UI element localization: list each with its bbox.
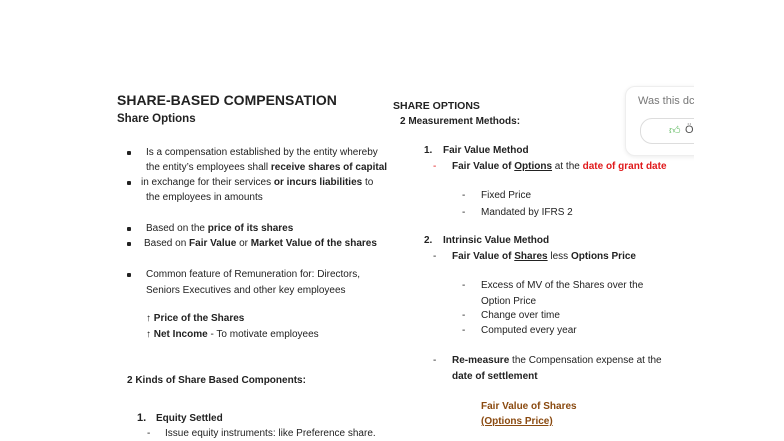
section-subtitle: 2 Measurement Methods: xyxy=(400,116,521,127)
formula-numerator: Fair Value of Shares xyxy=(481,401,577,412)
doc-title: SHARE-BASED COMPENSATION xyxy=(117,92,337,108)
section-title: SHARE OPTIONS xyxy=(393,100,480,112)
doc-subtitle: Share Options xyxy=(117,113,196,125)
text-line: the entity’s employees shall receive shares of capital xyxy=(146,162,388,173)
text-line: Based on the price of its shares xyxy=(146,223,294,234)
list-heading: Equity Settled xyxy=(156,413,223,424)
list-heading: Fair Value Method xyxy=(443,145,529,156)
dash: - xyxy=(462,310,466,321)
bullet xyxy=(127,242,131,246)
dash: - xyxy=(147,428,151,439)
dash: - xyxy=(462,207,466,218)
text-line: Based on Fair Value or Market Value of the shares xyxy=(144,238,377,249)
dash: - xyxy=(433,161,437,172)
dash: - xyxy=(462,325,466,336)
list-number: 1. xyxy=(424,145,433,156)
text-line: in exchange for their services or incurs liabilities to xyxy=(141,177,374,188)
text-line: Change over time xyxy=(481,310,560,321)
text-line: Common feature of Remuneration for: Directors, xyxy=(146,269,360,280)
dash: - xyxy=(433,355,437,366)
dash: - xyxy=(462,190,466,201)
bullet xyxy=(127,181,131,185)
text-line: Seniors Executives and other key employees xyxy=(146,285,346,296)
list-number: 2. xyxy=(424,235,433,246)
viewport-edge xyxy=(694,80,784,170)
bullet xyxy=(127,227,131,231)
helpful-yes-label: Ö xyxy=(685,124,694,136)
text-line: ↑ Net Income - To motivate employees xyxy=(146,329,319,340)
section-heading: 2 Kinds of Share Based Components: xyxy=(127,375,306,386)
dash: - xyxy=(433,251,437,262)
list-heading: Intrinsic Value Method xyxy=(443,235,550,246)
bullet xyxy=(127,151,131,155)
text-line: Re-measure the Compensation expense at the xyxy=(452,355,662,366)
text-line: date of settlement xyxy=(452,371,538,382)
text-line: Option Price xyxy=(481,296,537,307)
text-line: Is a compensation established by the entity whereby xyxy=(146,147,378,158)
text-line: Fair Value of Shares less Options Price xyxy=(452,251,636,262)
bullet xyxy=(127,273,131,277)
dash: - xyxy=(462,280,466,291)
text-line: ↑ Price of the Shares xyxy=(146,313,245,324)
text-line: the employees in amounts xyxy=(146,192,263,203)
thumbs-up-icon: 👍︎ xyxy=(669,125,681,137)
formula-denominator: (Options Price) xyxy=(481,416,553,427)
feedback-question: Was this dc xyxy=(638,95,695,107)
text-line: Issue equity instruments: like Preference share. xyxy=(165,428,376,439)
text-line: Mandated by IFRS 2 xyxy=(481,207,573,218)
text-line: Fixed Price xyxy=(481,190,532,201)
list-number: 1. xyxy=(137,412,147,424)
text-line: Computed every year xyxy=(481,325,577,336)
text-line: Excess of MV of the Shares over the xyxy=(481,280,644,291)
text-line: Fair Value of Options at the date of grant date xyxy=(452,161,667,172)
